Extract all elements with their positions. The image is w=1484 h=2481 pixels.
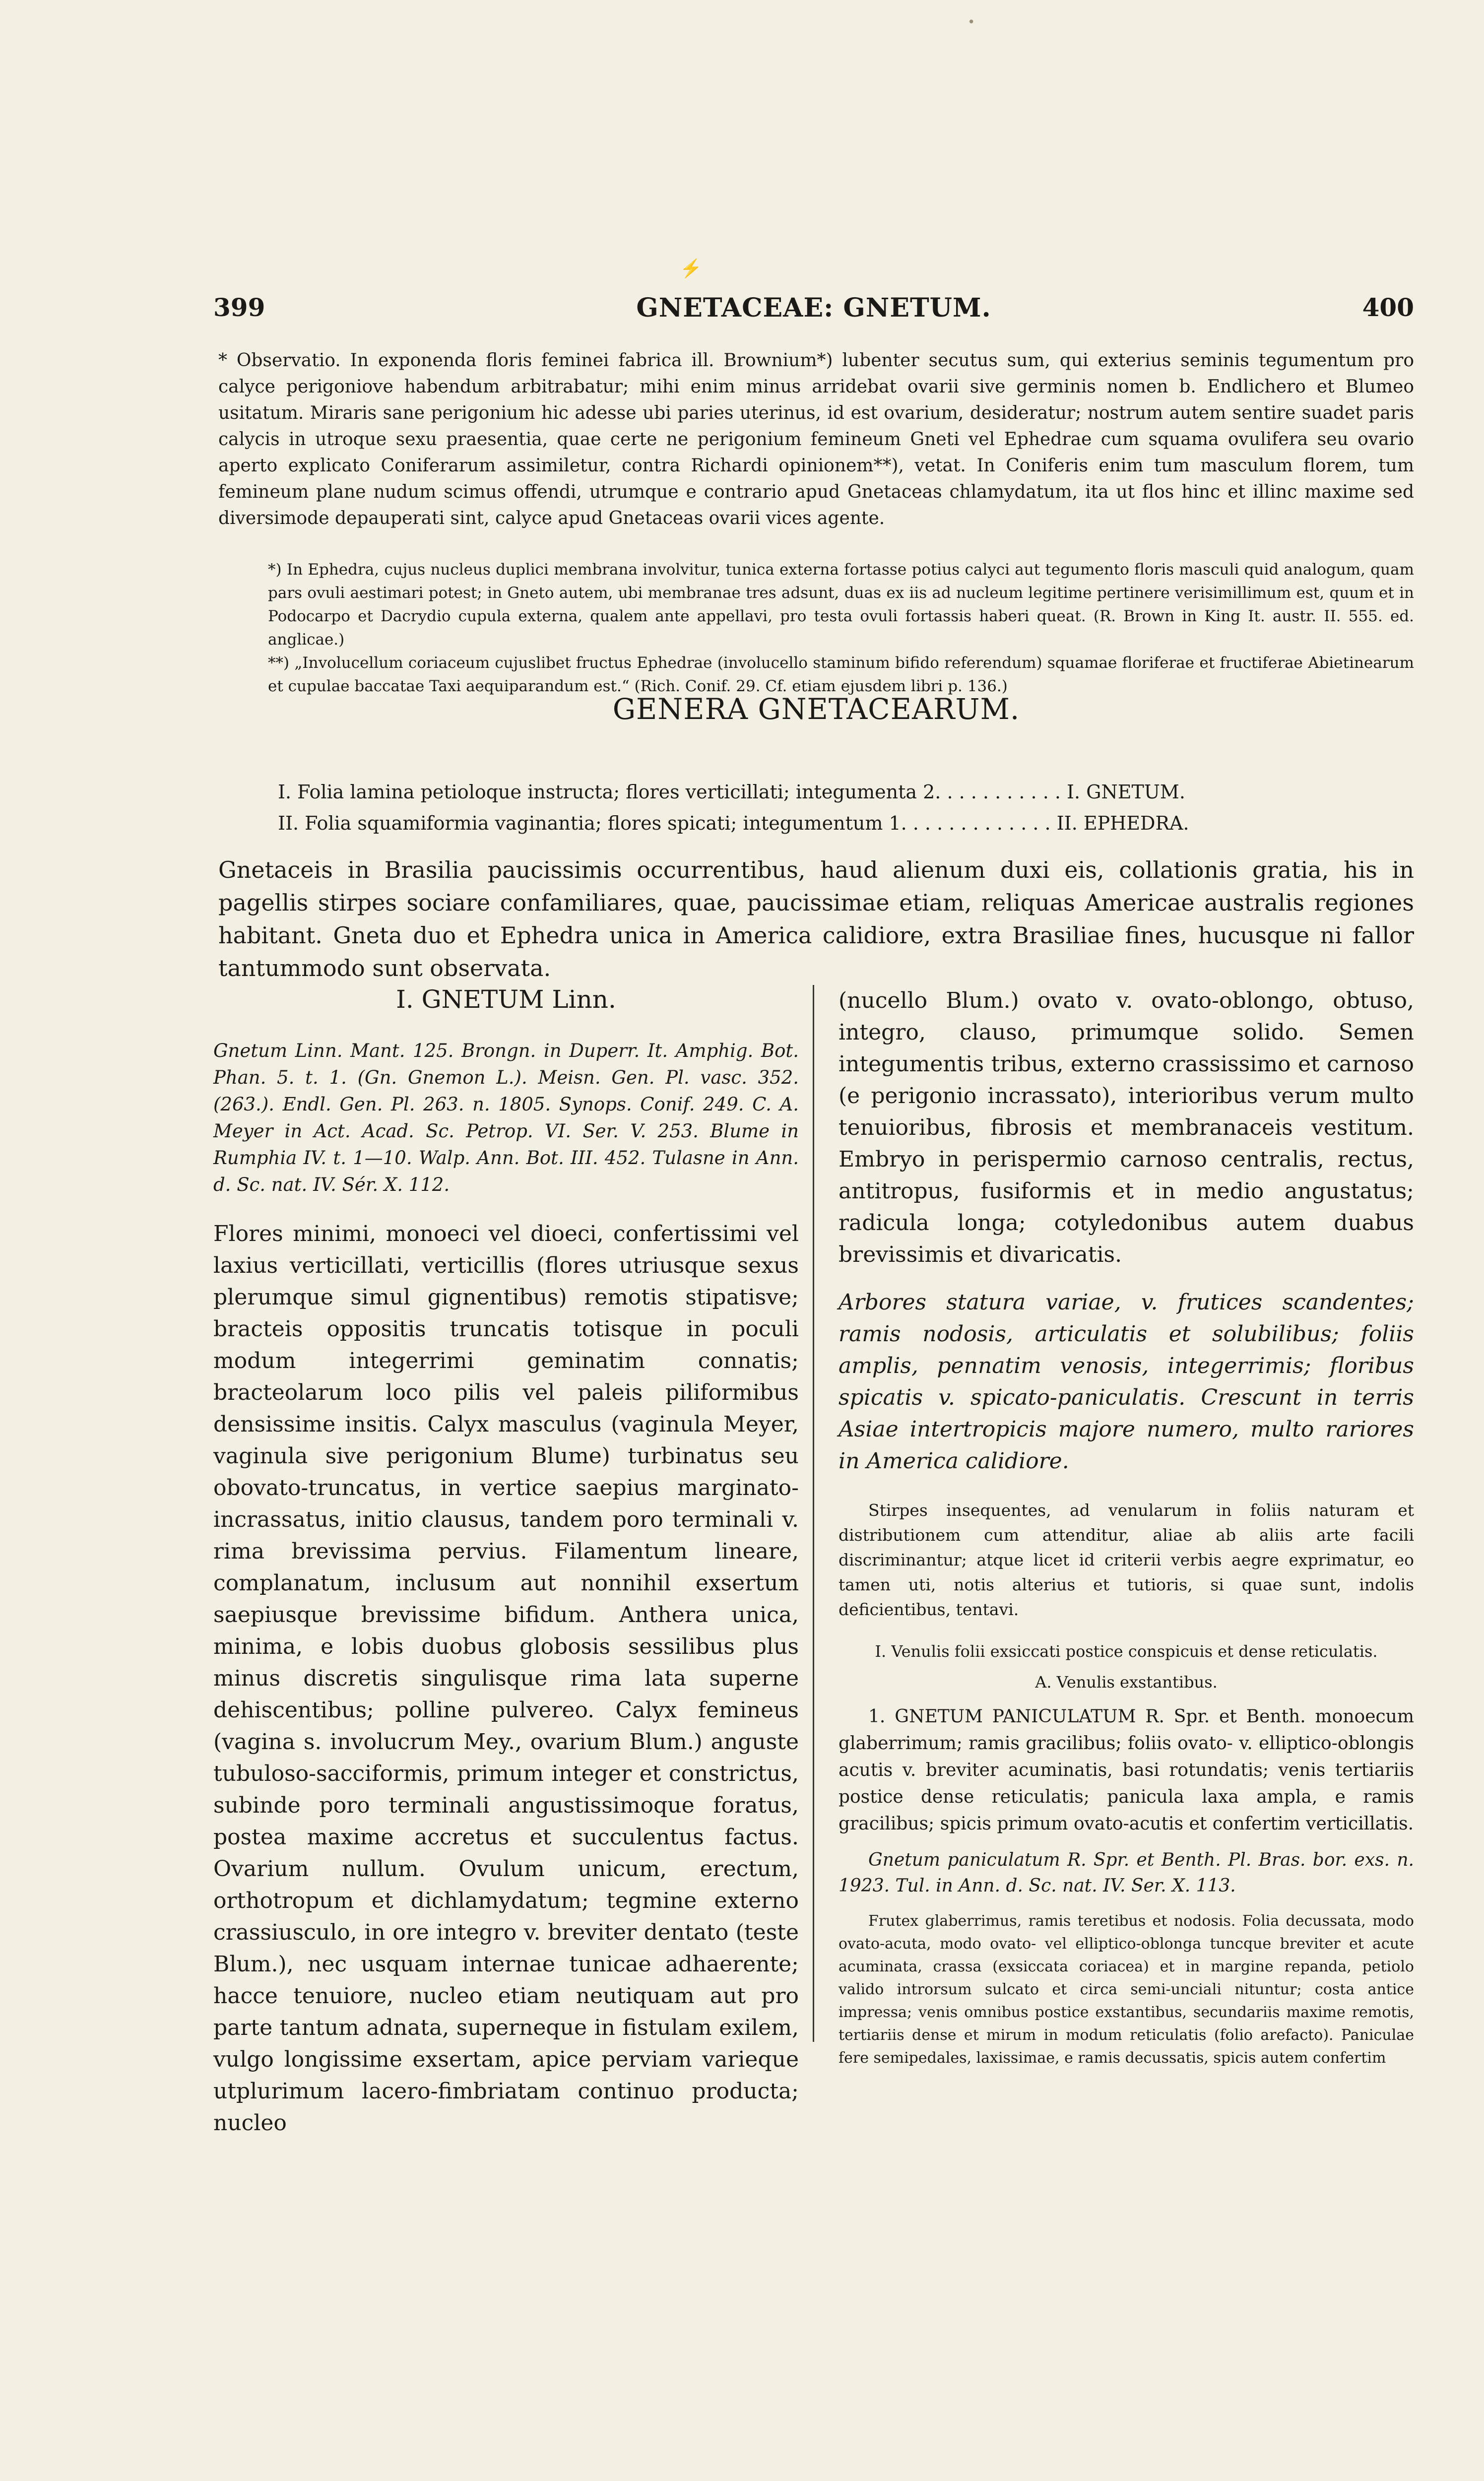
section-heading-2: A. Venulis exstantibus. xyxy=(1035,1673,1218,1692)
genera-key-row: II. Folia squamiformia vaginantia; flores spicati; integumentum 1. . . . . . . . . . . . . II. EPHEDRA. xyxy=(278,812,1189,834)
genera-key-row: I. Folia lamina petioloque instructa; flores verticillati; integumenta 2. . . . . . . . . . . I. GNETUM. xyxy=(278,781,1185,803)
running-title: GNETACEAE: GNETUM. xyxy=(636,293,991,323)
genus-description: Flores minimi, monoeci vel dioeci, confertissimi vel laxius verticillati, verticillis (flores utriusque sexus plerumque simul gignentibus) remotis stipatisve; bracteis oppositis truncatis totisque in poculi modum integerrimi geminatim connatis; bracteolarum loco pilis vel paleis piliformibus densissime insitis. Calyx masculus (vaginula Meyer, vaginula sive perigonium Blume) turbinatus seu obovato-truncatus, in vertice saepius marginato-incrassatus, initio clausus, tandem poro terminali v. rima brevissima pervius. Filamentum lineare, complanatum, inclusum aut nonnihil exsertum saepiusque brevissime bifidum. Anthera unica, minima, e lobis duobus globosis sessilibus plus minus discretis singulisque rima lata superne dehiscentibus; polline pulvereo. Calyx femineus (vagina s. involucrum Mey., ovarium Blum.) anguste tubuloso-sacciformis, primum integer et constrictus, subinde poro terminali angustissimoque foratus, postea maxime accretus et succulentus factus. Ovarium nullum. Ovulum unicum, erectum, orthotropum et dichlamydatum; tegmine externo crassiusculo, in ore integro v. breviter dentato (teste Blum.), nec usquam internae tunicae adhaerente; hacce tenuiore, nucleo etiam neutiquam aut pro parte tantum adnata, superneque in fistulam exilem, vulgo longissime exsertam, apice perviam varieque utplurimum lacero-fimbriatam continuo producta; nucleo xyxy=(213,1221,799,2136)
genus-habit: Arbores statura variae, v. frutices scandentes; ramis nodosis, articulatis et solubilibus; foliis amplis, pennatim venosis, integerrimis; floribus spicatis v. spicato-paniculatis. Crescunt in terris Asiae intertropicis majore numero, multo rariores in America calidiore. xyxy=(839,1290,1414,1474)
pencil-mark: ⚡ xyxy=(680,259,702,279)
genus-description-continued: (nucello Blum.) ovato v. ovato-oblongo, obtuso, integro, clauso, primumque solido. Semen integumentis tribus, externo crassissimo et carnoso (e perigonio incrassato), interioribus verum multo tenuioribus, fibrosis et membranaceis vestitum. Embryo in perispermio carnoso centralis, rectus, antitropus, fusiformis et in medio angustatus; radicula longa; cotyledonibus autem duabus brevissimis et divaricatis. xyxy=(839,988,1414,1267)
species-diagnosis: 1. GNETUM PANICULATUM R. Spr. et Benth. monoecum glaberrimum; ramis gracilibus; foliis ovato- v. elliptico-oblongis acutis v. breviter acuminatis, basi rotundatis; venis tertiariis postice dense reticulatis; panicula laxa ampla, e ramis gracilibus; spicis primum ovato-acutis et confertim verticillatis. xyxy=(839,1706,1414,1834)
stray-mark: • xyxy=(968,15,975,30)
right-column xyxy=(839,985,1414,2070)
key-note: Stirpes insequentes, ad venularum in foliis naturam et distributionem cum attenditur, aliae ab aliis arte facili discriminantur; atque licet id criterii verbis aegre exprimatur, eo tamen uti, notis alterius et tutioris, si quae sunt, indolis deficientibus, tentavi. xyxy=(839,1501,1414,1619)
species-description: Frutex glaberrimus, ramis teretibus et nodosis. Folia decussata, modo ovato-acuta, modo ovato- vel elliptico-oblonga tuncque breviter et acute acuminata, crassa (exsiccata coriacea) et in margine repanda, petiolo valido introrsum sulcato et circa semi-unciali nituntur; costa antice impressa; venis omnibus postice exstantibus, secundariis maxime remotis, tertiariis dense et mirum in modum reticulatis (folio arefacto). Paniculae fere semipedales, laxissimae, e ramis decussatis, spicis autem confertim xyxy=(839,1912,1414,2067)
page-number-right: 400 xyxy=(1362,293,1414,322)
observatio-paragraph: * Observatio. In exponenda floris feminei fabrica ill. Brownium*) lubenter secutus sum, qui exterius seminis tegumentum pro calyce perigoniove habendum arbitrabatur; mihi enim minus arridebat ovarii sive germinis nomen b. Endlichero et Blumeo usitatum. Miraris sane perigonium hic adesse ubi paries uterinus, id est ovarium, desideratur; nostrum autem sentire suadet paris calycis in utroque sexu praesentia, quae certe ne perigonium femineum Gneti vel Ephedrae cum squama ovulifera seu ovario aperto explicato Coniferarum assimiletur, contra Richardi opinionem**), vetat. In Coniferis enim tum masculum florem, tum femineum plane nudum scimus offendi, utrumque e contrario apud Gnetaceas chlamydatum, ita ut flos hinc et illinc maxime sed diversimode depauperati sint, calyce apud Gnetaceas ovarii vices agente. xyxy=(218,350,1414,528)
genera-title: GENERA GNETACEARUM. xyxy=(612,692,1020,726)
page-header xyxy=(213,293,1414,327)
footnotes xyxy=(268,558,1414,698)
genus-references: Gnetum Linn. Mant. 125. Brongn. in Duperr. It. Amphig. Bot. Phan. 5. t. 1. (Gn. Gnemon L.). Meisn. Gen. Pl. vasc. 352. (263.). Endl. Gen. Pl. 263. n. 1805. Synops. Conif. 249. C. A. Meyer in Act. Acad. Sc. Petrop. VI. Ser. V. 253. Blume in Rumphia IV. t. 1—10. Walp. Ann. Bot. III. 452. Tulasne in Ann. d. Sc. nat. IV. Sér. X. 112. xyxy=(213,1040,799,1195)
footnote-2: **) „Involucellum coriaceum cujuslibet fructus Ephedrae (involucello staminum bifido referendum) squamae floriferae et fructiferae Abietinearum et cupulae baccatae Taxi aequiparandum est.“ (Rich. Conif. 29. Cf. etiam ejusdem libri p. 136.) xyxy=(268,654,1414,695)
column-divider xyxy=(813,985,814,2042)
page-number-left: 399 xyxy=(213,293,265,322)
genera-key xyxy=(278,777,1369,839)
intro-paragraph: Gnetaceis in Brasilia paucissimis occurrentibus, haud alienum duxi eis, collationis gratia, his in pagellis stirpes sociare confamiliares, quae, paucissimae etiam, reliquas Americae australis regiones habitant. Gneta duo et Ephedra unica in America calidiore, extra Brasiliae fines, hucusque ni fallor tantummodo sunt observata. xyxy=(218,856,1414,981)
left-column xyxy=(213,985,799,2139)
species-citation: Gnetum paniculatum R. Spr. et Benth. Pl. Bras. bor. exs. n. 1923. Tul. in Ann. d. Sc. nat. IV. Ser. X. 113. xyxy=(839,1850,1414,1896)
footnote-1: *) In Ephedra, cujus nucleus duplici membrana involvitur, tunica externa fortasse potius calyci aut tegumento floris masculi quid analogum, quam pars ovuli aestimari potest; in Gneto autem, ubi membranae tres adsunt, duas ex iis ad nucleum legitime pertinere verisimillimum est, quum et in Podocarpo et Dacrydio cupula externa, qualem ante appellavi, pro testa ovuli fortassis haberi queat. (R. Brown in King It. austr. II. 555. ed. anglicae.) xyxy=(268,561,1414,649)
section-heading-1: I. Venulis folii exsiccati postice conspicuis et dense reticulatis. xyxy=(875,1642,1378,1661)
genus-title: I. GNETUM Linn. xyxy=(396,985,616,1014)
